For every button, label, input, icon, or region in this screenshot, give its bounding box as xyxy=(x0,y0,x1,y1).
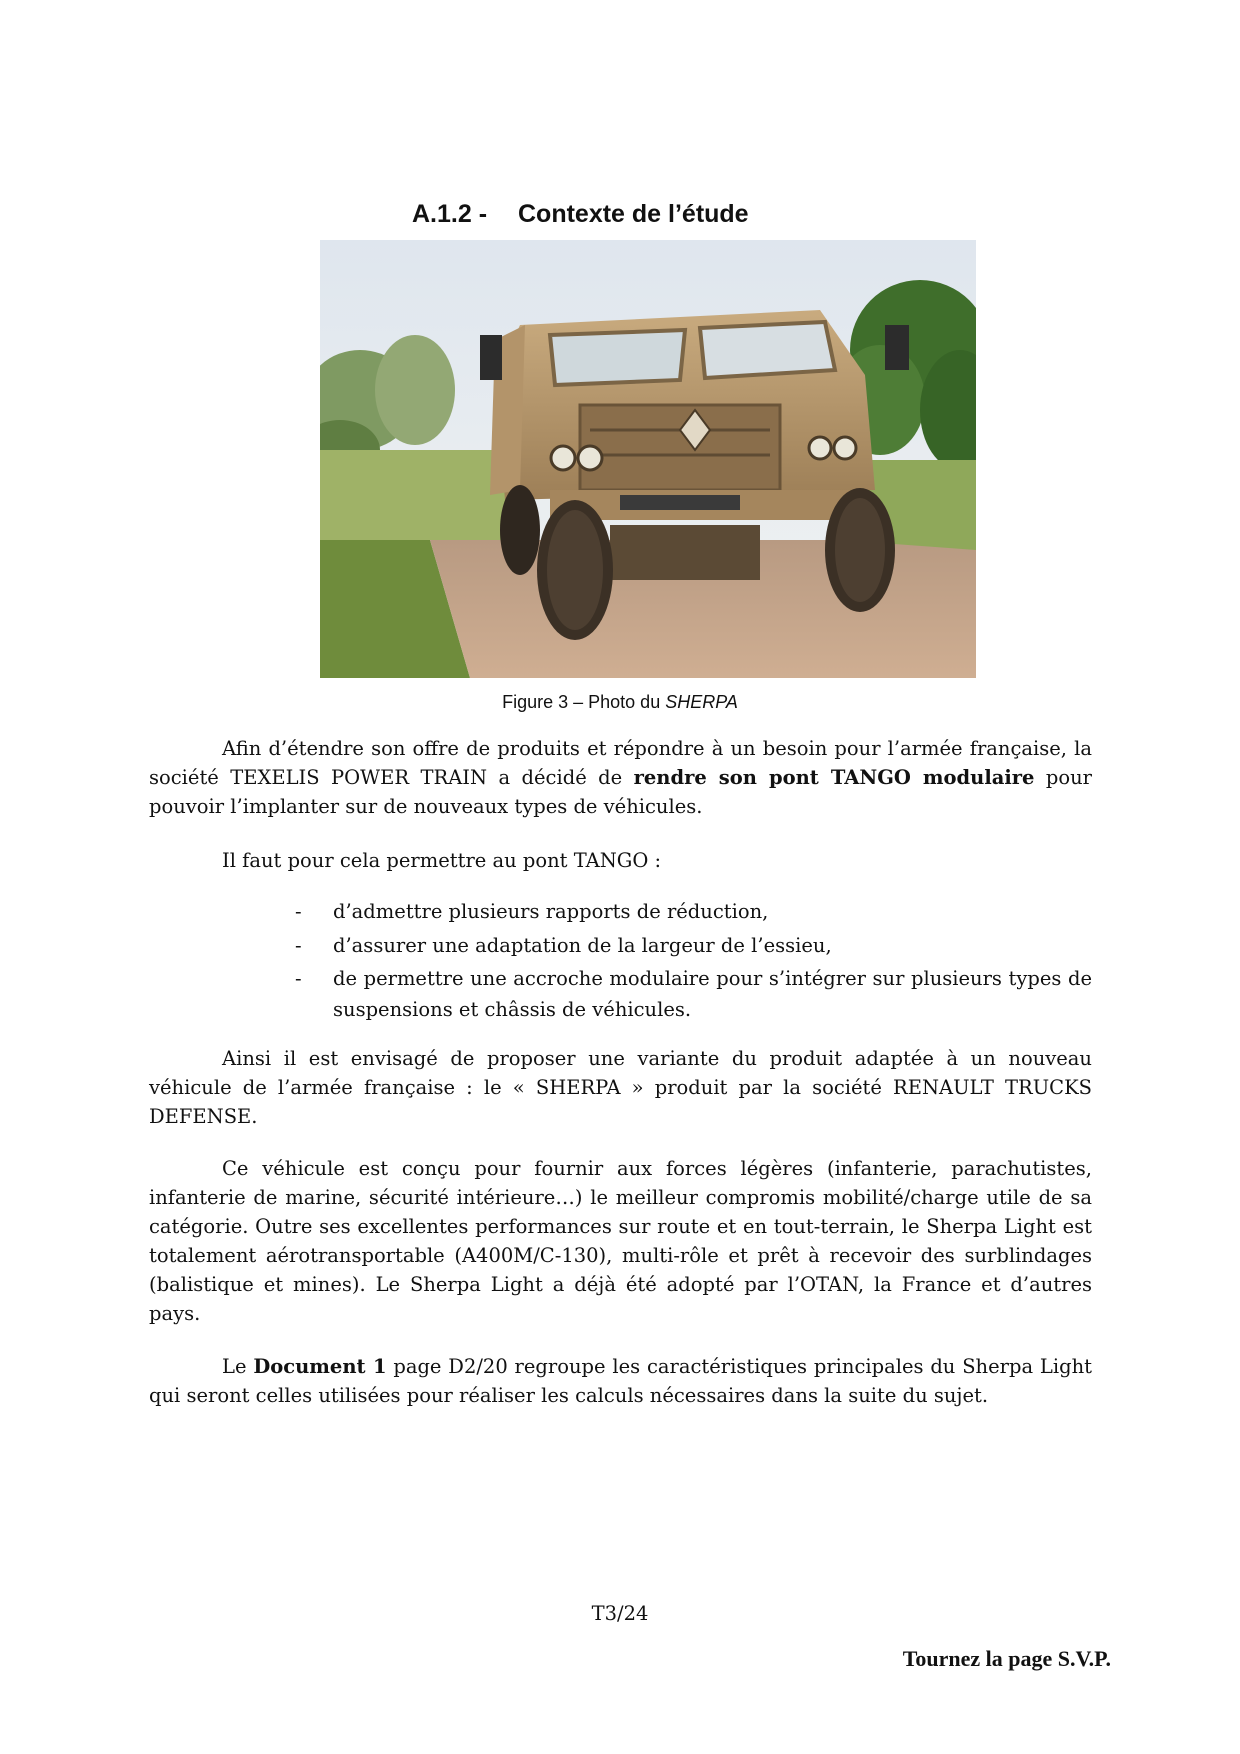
figure-caption-vehicle: SHERPA xyxy=(665,692,738,712)
section-number: A.1.2 - xyxy=(412,200,488,228)
paragraph-intro-text-a: Afin d’étendre son offre de produits et répondre à un besoin pour l’armée française, la société TEXELIS POWER TRAIN a décidé de xyxy=(149,737,1092,789)
list-item-text: de permettre une accroche modulaire pour s’intégrer sur plusieurs types de suspensions et châssis de véhicules. xyxy=(333,967,1092,1021)
requirements-list xyxy=(290,895,1092,1025)
list-bullet: - xyxy=(295,934,302,957)
turn-page-notice: Tournez la page S.V.P. xyxy=(902,1646,1111,1671)
paragraph-document-reference-text-b: page D2/20 regroupe les caractéristiques principales du Sherpa Light qui seront celles utilisées pour réaliser les calculs nécessaires dans la suite du sujet. xyxy=(149,1355,1092,1407)
section-title: Contexte de l’étude xyxy=(518,200,749,228)
paragraph-requirements-lead: Il faut pour cela permettre au pont TANGO : xyxy=(222,849,662,872)
list-bullet: - xyxy=(295,967,302,990)
paragraph-sherpa-variant: Ainsi il est envisagé de proposer une variante du produit adaptée à un nouveau véhicule de l’armée française : le « SHERPA » produit par la société RENAULT TRUCKS DEFENSE. xyxy=(149,1047,1092,1128)
list-bullet: - xyxy=(295,900,302,923)
list-item-text: d’admettre plusieurs rapports de réduction, xyxy=(333,900,769,923)
list-item xyxy=(290,929,1092,963)
figure-caption xyxy=(0,692,1240,713)
section-heading xyxy=(412,200,749,229)
list-item xyxy=(290,963,1092,1025)
paragraph-intro xyxy=(149,734,1092,821)
paragraph-document-reference-text-a: Le xyxy=(222,1355,254,1378)
sherpa-vehicle-photo xyxy=(320,240,976,678)
list-item-text: d’assurer une adaptation de la largeur de l’essieu, xyxy=(333,934,832,957)
paragraph-document-reference xyxy=(149,1352,1092,1410)
paragraph-vehicle-description: Ce véhicule est conçu pour fournir aux forces légères (infanterie, parachutistes, infanterie de marine, sécurité intérieure…) le meilleur compromis mobilité/charge utile de sa catégorie. Outre ses excellentes performances sur route et en tout-terrain, le Sherpa Light est totalement aérotransportable (A400M/C-130), multi-rôle et prêt à recevoir des surblindages (balistique et mines). Le Sherpa Light a déjà été adopté par l’OTAN, la France et d’autres pays. xyxy=(149,1157,1092,1325)
figure-caption-label: Figure 3 – Photo du xyxy=(502,692,666,712)
paragraph-intro-bold: rendre son pont TANGO modulaire xyxy=(633,766,1035,789)
paragraph-document-reference-bold: Document 1 xyxy=(253,1355,387,1378)
list-item xyxy=(290,895,1092,929)
page-number: T3/24 xyxy=(591,1602,649,1625)
paragraph-intro-text-b: pour pouvoir l’implanter sur de nouveaux types de véhicules. xyxy=(149,766,1092,818)
